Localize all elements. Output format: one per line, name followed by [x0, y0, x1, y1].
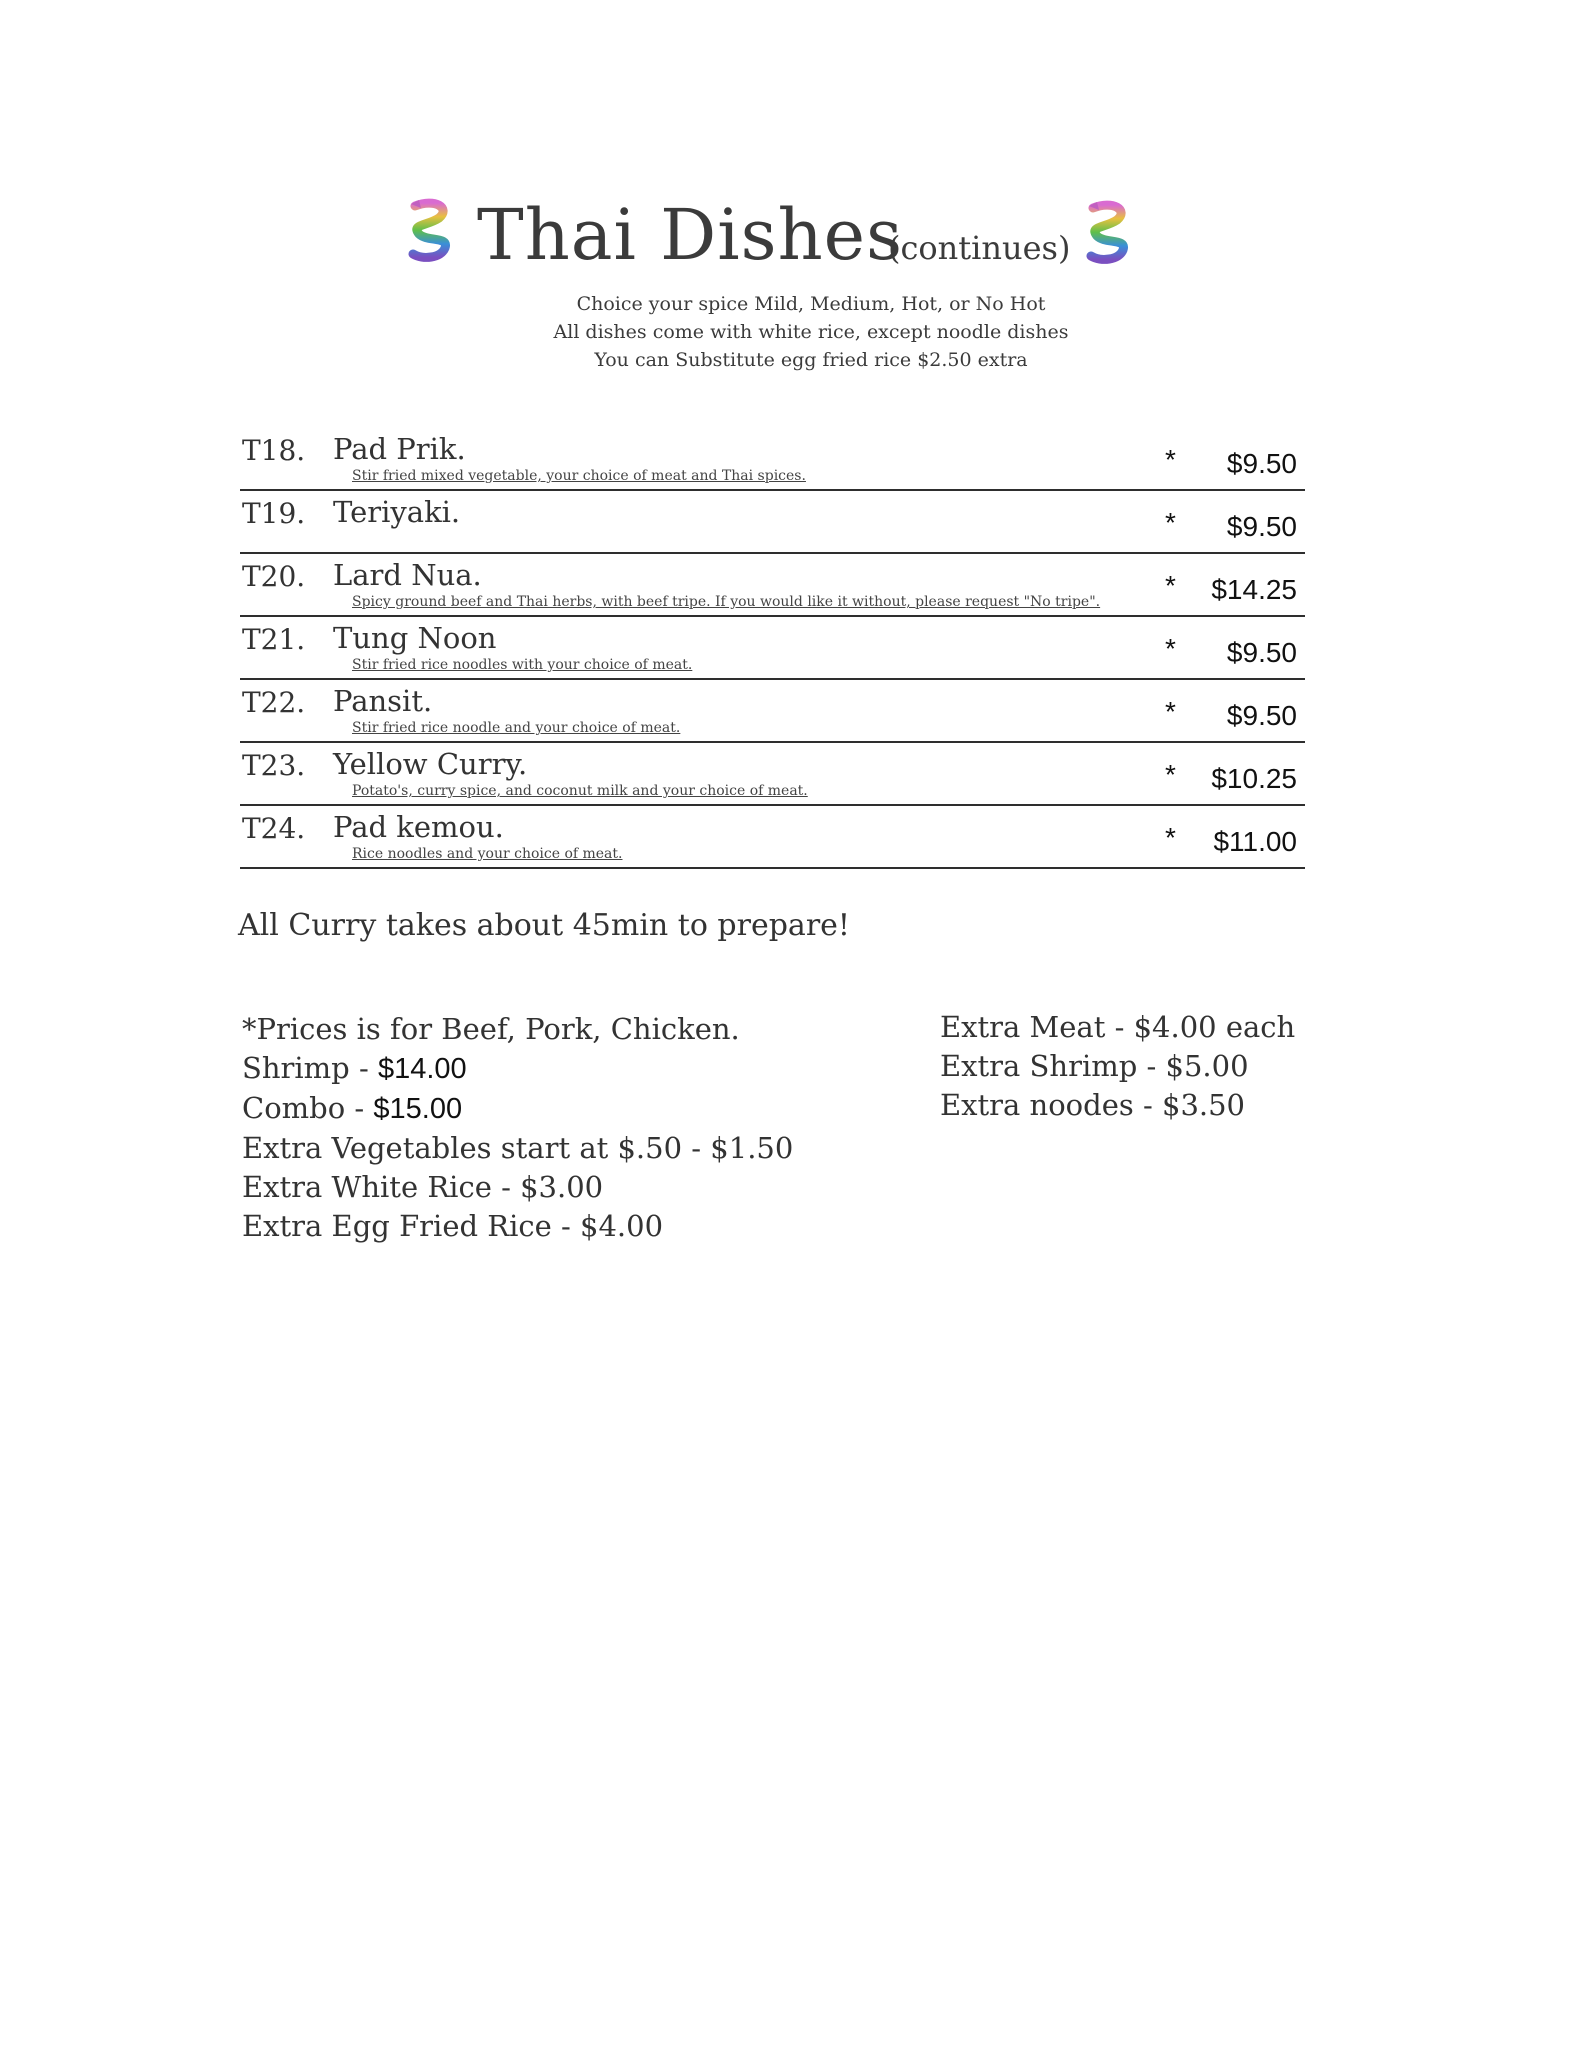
header-notes — [0, 290, 1582, 374]
item-code: T19. — [242, 497, 306, 530]
item-code: T18. — [242, 434, 306, 467]
price-amount: $9.50 — [1226, 448, 1297, 479]
item-code: T21. — [242, 623, 306, 656]
page-title: Thai Dishes — [477, 194, 904, 276]
price-star: * — [1165, 822, 1176, 853]
item-code: T24. — [242, 812, 306, 845]
menu-item — [240, 428, 1305, 491]
dragon-icon — [405, 198, 455, 262]
item-description: Spicy ground beef and Thai herbs, with beef tripe. If you would like it without, please request "No tripe". — [352, 594, 1101, 610]
combo-label: Combo - — [242, 1091, 365, 1125]
extras-left — [242, 1010, 793, 1246]
price-star: * — [1165, 759, 1176, 790]
price-star: * — [1165, 507, 1176, 538]
price-amount: $14.25 — [1211, 574, 1297, 605]
item-name: Teriyaki. — [333, 495, 461, 529]
shrimp-label: Shrimp - — [242, 1051, 369, 1085]
combo-price-line — [242, 1089, 793, 1129]
page-subtitle: (continues) — [888, 229, 1071, 267]
dragon-icon — [1083, 200, 1133, 264]
price-star: * — [1165, 696, 1176, 727]
item-name: Pansit. — [333, 684, 433, 718]
rice-note: All dishes come with white rice, except noodle dishes — [553, 321, 1069, 343]
item-code: T23. — [242, 749, 306, 782]
extra-meat: Extra Meat - $4.00 each — [940, 1010, 1296, 1044]
menu-item — [240, 806, 1305, 869]
menu-item — [240, 743, 1305, 806]
extras-right — [940, 1008, 1295, 1125]
curry-note: All Curry takes about 45min to prepare! — [238, 908, 850, 943]
item-description: Rice noodles and your choice of meat. — [352, 846, 623, 862]
extra-shrimp: Extra Shrimp - $5.00 — [940, 1049, 1249, 1083]
item-description: Stir fried mixed vegetable, your choice of meat and Thai spices. — [352, 468, 806, 484]
prices-note: *Prices is for Beef, Pork, Chicken. — [242, 1012, 740, 1046]
price-star: * — [1165, 633, 1176, 664]
price-amount: $11.00 — [1213, 826, 1297, 857]
combo-price: $15.00 — [373, 1093, 463, 1125]
menu-item — [240, 680, 1305, 743]
item-name: Lard Nua. — [333, 558, 482, 592]
item-name: Yellow Curry. — [333, 747, 528, 781]
item-description: Stir fried rice noodles with your choice of meat. — [352, 657, 693, 673]
price-star: * — [1165, 570, 1176, 601]
price-amount: $10.25 — [1211, 763, 1297, 794]
title-row — [405, 190, 1145, 280]
extra-vegetables: Extra Vegetables start at $.50 - $1.50 — [242, 1131, 794, 1165]
menu-item — [240, 491, 1305, 554]
price-amount: $9.50 — [1226, 511, 1297, 542]
extra-noodles: Extra noodes - $3.50 — [940, 1088, 1246, 1122]
menu-list — [240, 428, 1305, 869]
price-star: * — [1165, 444, 1176, 475]
menu-item — [240, 554, 1305, 617]
shrimp-price: $14.00 — [377, 1053, 467, 1085]
item-code: T22. — [242, 686, 306, 719]
item-description: Stir fried rice noodle and your choice of meat. — [352, 720, 681, 736]
item-name: Pad Prik. — [333, 432, 466, 466]
item-code: T20. — [242, 560, 306, 593]
shrimp-price-line — [242, 1049, 793, 1089]
item-description: Potato's, curry spice, and coconut milk and your choice of meat. — [352, 783, 808, 799]
menu-item — [240, 617, 1305, 680]
extra-white-rice: Extra White Rice - $3.00 — [242, 1170, 604, 1204]
spice-note: Choice your spice Mild, Medium, Hot, or No Hot — [576, 293, 1046, 315]
price-amount: $9.50 — [1226, 700, 1297, 731]
extra-egg-fried-rice: Extra Egg Fried Rice - $4.00 — [242, 1209, 664, 1243]
price-amount: $9.50 — [1226, 637, 1297, 668]
item-name: Pad kemou. — [333, 810, 504, 844]
substitute-note: You can Substitute egg fried rice $2.50 extra — [594, 349, 1028, 371]
item-name: Tung Noon — [333, 621, 497, 655]
